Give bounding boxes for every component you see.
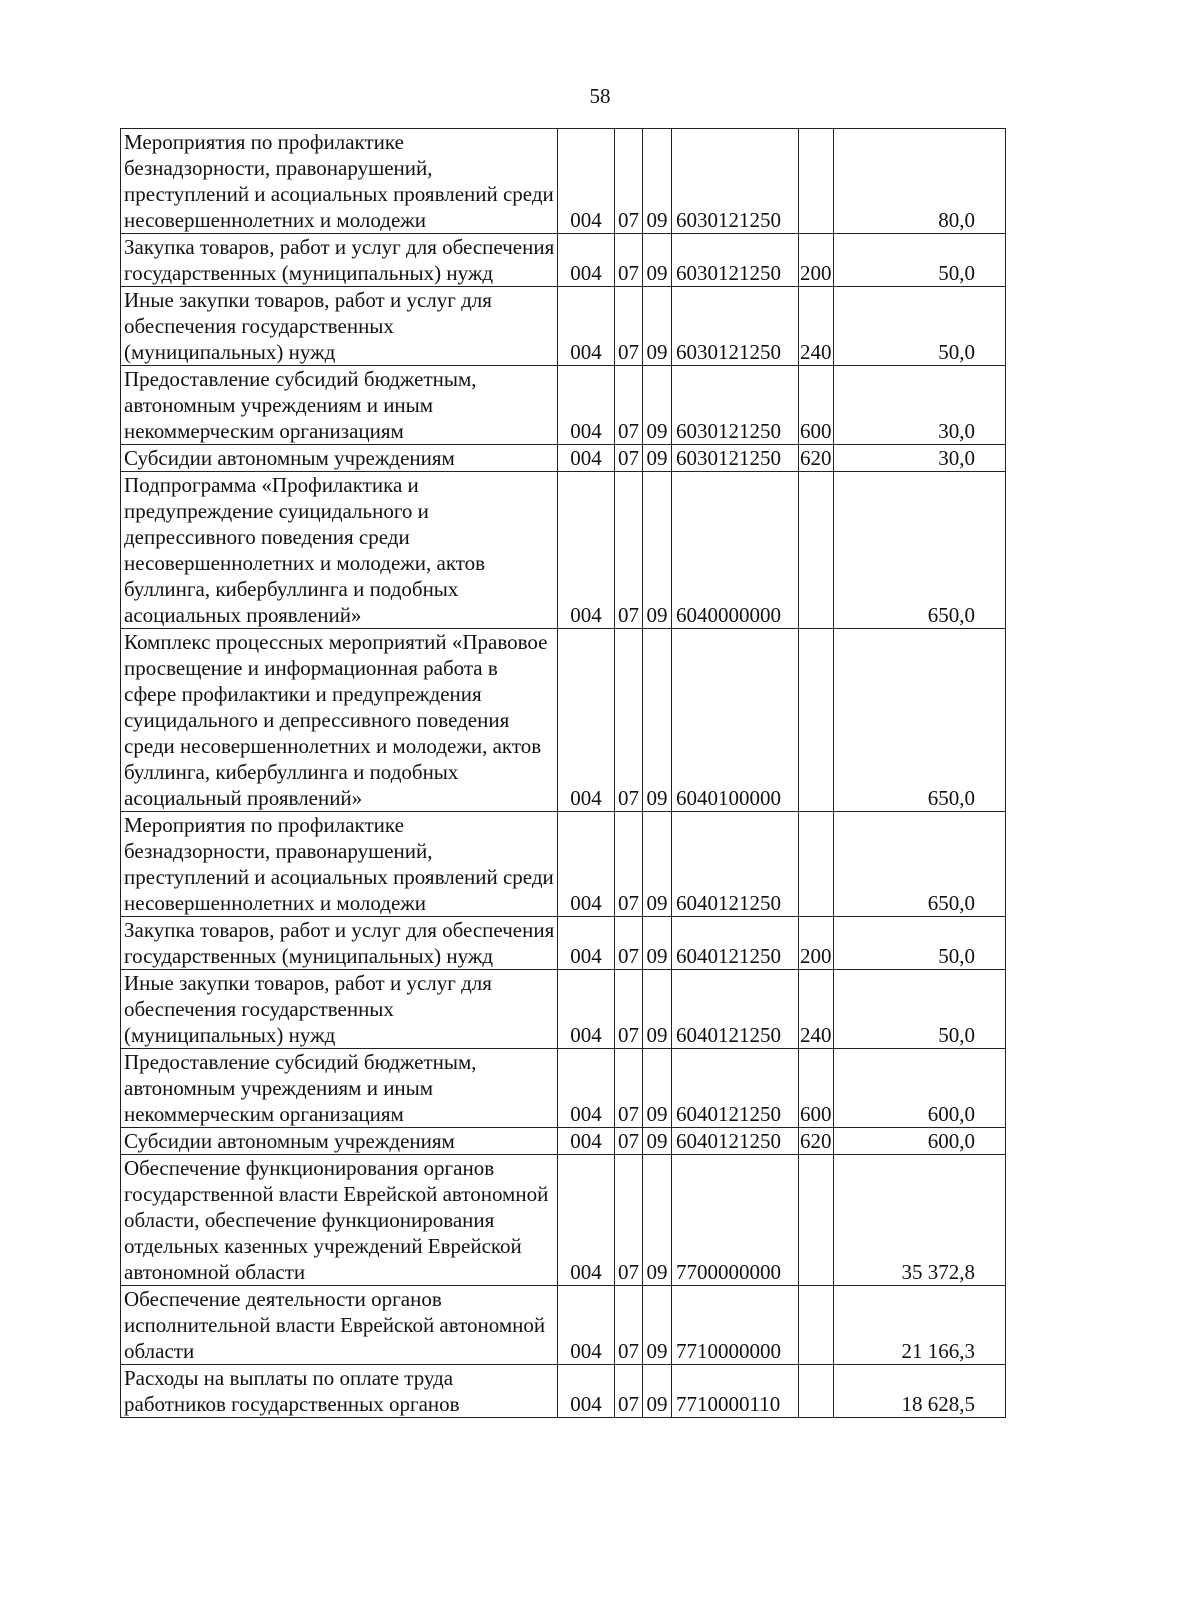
row-subsection: 09 xyxy=(643,970,672,1049)
row-subsection: 09 xyxy=(643,445,672,472)
row-name: Иные закупки товаров, работ и услуг для обеспечения государственных (муниципальных) нужд xyxy=(124,288,492,364)
row-section: 07 xyxy=(615,1049,643,1128)
row-subsection: 09 xyxy=(643,917,672,970)
row-admin-code: 004 xyxy=(558,1049,615,1128)
row-target-code: 6030121250 xyxy=(672,129,799,234)
row-subsection: 09 xyxy=(643,472,672,629)
row-target-code: 7710000000 xyxy=(672,1286,799,1365)
row-subsection: 09 xyxy=(643,1365,672,1418)
row-expense-type xyxy=(799,1286,834,1365)
row-name-cell xyxy=(121,1128,558,1155)
row-name: Иные закупки товаров, работ и услуг для обеспечения государственных (муниципальных) нужд xyxy=(124,971,492,1047)
row-section: 07 xyxy=(615,629,643,812)
row-admin-code: 004 xyxy=(558,445,615,472)
row-subsection: 09 xyxy=(643,1128,672,1155)
row-name-cell xyxy=(121,287,558,366)
row-name-cell xyxy=(121,472,558,629)
row-admin-code: 004 xyxy=(558,234,615,287)
row-name: Предоставление субсидий бюджетным, автономным учреждениям и иным некоммерческим организациям xyxy=(124,367,477,443)
row-target-code: 7700000000 xyxy=(672,1155,799,1286)
row-target-code: 6040100000 xyxy=(672,629,799,812)
row-subsection: 09 xyxy=(643,1286,672,1365)
row-admin-code: 004 xyxy=(558,1128,615,1155)
row-target-code: 6040000000 xyxy=(672,472,799,629)
row-expense-type: 600 xyxy=(799,366,834,445)
row-subsection: 09 xyxy=(643,234,672,287)
row-admin-code: 004 xyxy=(558,970,615,1049)
row-admin-code: 004 xyxy=(558,287,615,366)
row-name: Предоставление субсидий бюджетным, автономным учреждениям и иным некоммерческим организациям xyxy=(124,1050,477,1126)
row-sum: 600,0 xyxy=(834,1049,1006,1128)
row-section: 07 xyxy=(615,1128,643,1155)
row-name-cell xyxy=(121,129,558,234)
row-name-cell xyxy=(121,812,558,917)
row-expense-type: 200 xyxy=(799,234,834,287)
row-expense-type: 620 xyxy=(800,1129,832,1153)
row-subsection: 09 xyxy=(643,287,672,366)
row-admin-code: 004 xyxy=(558,812,615,917)
table-row xyxy=(121,366,1006,445)
row-subsection: 09 xyxy=(643,366,672,445)
row-sum: 50,0 xyxy=(834,234,1006,287)
row-admin-code: 004 xyxy=(558,472,615,629)
row-section: 07 xyxy=(615,234,643,287)
row-name: Закупка товаров, работ и услуг для обеспечения государственных (муниципальных) нужд xyxy=(124,235,555,285)
row-subsection: 09 xyxy=(643,1049,672,1128)
row-sum: 50,0 xyxy=(834,287,1006,366)
row-sum: 600,0 xyxy=(834,1128,1006,1155)
row-name-cell xyxy=(121,917,558,970)
row-target-code: 6040121250 xyxy=(672,970,799,1049)
row-name: Обеспечение функционирования органов государственной власти Еврейской автономной области, обеспечение функционирования отдельных казенных учреждений Еврейской автономной области xyxy=(124,1156,549,1284)
row-name-cell xyxy=(121,629,558,812)
row-expense-type xyxy=(799,129,834,234)
row-sum: 650,0 xyxy=(834,812,1006,917)
row-target-code: 6030121250 xyxy=(672,445,799,472)
row-expense-type xyxy=(799,629,834,812)
row-section: 07 xyxy=(615,366,643,445)
row-admin-code: 004 xyxy=(558,1155,615,1286)
row-section: 07 xyxy=(615,445,643,472)
row-name-cell xyxy=(121,1049,558,1128)
row-sum: 50,0 xyxy=(834,917,1006,970)
row-name: Мероприятия по профилактике безнадзорности, правонарушений, преступлений и асоциальных проявлений среди несовершеннолетних и молодежи xyxy=(124,130,554,232)
table-body xyxy=(121,129,1006,1418)
row-sum: 650,0 xyxy=(834,472,1006,629)
row-expense-type: 240 xyxy=(799,287,834,366)
row-sum: 35 372,8 xyxy=(834,1155,1006,1286)
row-section: 07 xyxy=(615,1365,643,1418)
row-expense-type xyxy=(799,812,834,917)
row-sum: 21 166,3 xyxy=(834,1286,1006,1365)
row-name-cell xyxy=(121,366,558,445)
row-section: 07 xyxy=(615,287,643,366)
row-sum: 650,0 xyxy=(834,629,1006,812)
row-section: 07 xyxy=(615,1155,643,1286)
row-admin-code: 004 xyxy=(558,129,615,234)
row-sum: 30,0 xyxy=(834,445,1006,472)
row-name: Комплекс процессных мероприятий «Правовое просвещение и информационная работа в сфере профилактики и предупреждения суицидального и депрессивного поведения среди несовершеннолетних и молодежи, актов буллинга, кибербуллинга и подобных асоциальный проявлений» xyxy=(124,630,548,810)
row-section: 07 xyxy=(615,917,643,970)
row-section: 07 xyxy=(615,129,643,234)
row-name: Подпрограмма «Профилактика и предупреждение суицидального и депрессивного поведения среди несовершеннолетних и молодежи, актов буллинга, кибербуллинга и подобных асоциальных проявлений» xyxy=(124,473,486,627)
row-sum: 18 628,5 xyxy=(834,1365,1006,1418)
table-row xyxy=(121,970,1006,1049)
page-number: 58 xyxy=(589,84,611,108)
row-name: Обеспечение деятельности органов исполнительной власти Еврейской автономной области xyxy=(124,1287,546,1363)
row-name: Мероприятия по профилактике безнадзорности, правонарушений, преступлений и асоциальных проявлений среди несовершеннолетних и молодежи xyxy=(124,813,554,915)
row-name: Субсидии автономным учреждениям xyxy=(124,446,455,470)
table-row xyxy=(121,1128,1006,1155)
row-admin-code: 004 xyxy=(558,366,615,445)
row-target-code: 6040121250 xyxy=(672,1128,799,1155)
row-subsection: 09 xyxy=(643,129,672,234)
row-name-cell xyxy=(121,445,558,472)
table-row xyxy=(121,1155,1006,1286)
row-name: Расходы на выплаты по оплате труда работников государственных органов xyxy=(124,1366,460,1416)
row-name: Закупка товаров, работ и услуг для обеспечения государственных (муниципальных) нужд xyxy=(124,918,555,968)
row-target-code: 6030121250 xyxy=(672,366,799,445)
row-subsection: 09 xyxy=(643,812,672,917)
row-sum: 50,0 xyxy=(834,970,1006,1049)
row-section: 07 xyxy=(615,472,643,629)
budget-table xyxy=(120,128,1006,1418)
row-expense-type: 620 xyxy=(800,446,832,470)
row-admin-code: 004 xyxy=(558,1286,615,1365)
row-name-cell xyxy=(121,1286,558,1365)
row-section: 07 xyxy=(615,970,643,1049)
row-sum: 30,0 xyxy=(834,366,1006,445)
row-expense-type: 200 xyxy=(799,917,834,970)
row-target-code: 7710000110 xyxy=(672,1365,799,1418)
row-subsection: 09 xyxy=(643,629,672,812)
table-row xyxy=(121,1049,1006,1128)
row-target-code: 6040121250 xyxy=(672,812,799,917)
table-row xyxy=(121,1365,1006,1418)
row-name-cell xyxy=(121,970,558,1049)
row-name-cell xyxy=(121,1365,558,1418)
row-name-cell xyxy=(121,1155,558,1286)
table-row xyxy=(121,812,1006,917)
row-sum: 80,0 xyxy=(834,129,1006,234)
table-row xyxy=(121,1286,1006,1365)
table-row xyxy=(121,629,1006,812)
row-section: 07 xyxy=(615,1286,643,1365)
row-target-code: 6040121250 xyxy=(672,1049,799,1128)
row-expense-type xyxy=(799,1365,834,1418)
row-section: 07 xyxy=(615,812,643,917)
row-name: Субсидии автономным учреждениям xyxy=(124,1129,455,1153)
row-subsection: 09 xyxy=(643,1155,672,1286)
row-target-code: 6030121250 xyxy=(672,287,799,366)
row-expense-type: 240 xyxy=(799,970,834,1049)
row-expense-type: 600 xyxy=(799,1049,834,1128)
row-admin-code: 004 xyxy=(558,629,615,812)
table-row xyxy=(121,917,1006,970)
row-expense-type xyxy=(799,472,834,629)
table-row xyxy=(121,445,1006,472)
row-admin-code: 004 xyxy=(558,917,615,970)
row-expense-type xyxy=(799,1155,834,1286)
row-admin-code: 004 xyxy=(558,1365,615,1418)
row-name-cell xyxy=(121,234,558,287)
row-target-code: 6030121250 xyxy=(672,234,799,287)
table-row xyxy=(121,287,1006,366)
row-target-code: 6040121250 xyxy=(672,917,799,970)
table-row xyxy=(121,472,1006,629)
table-row xyxy=(121,234,1006,287)
table-row xyxy=(121,129,1006,234)
